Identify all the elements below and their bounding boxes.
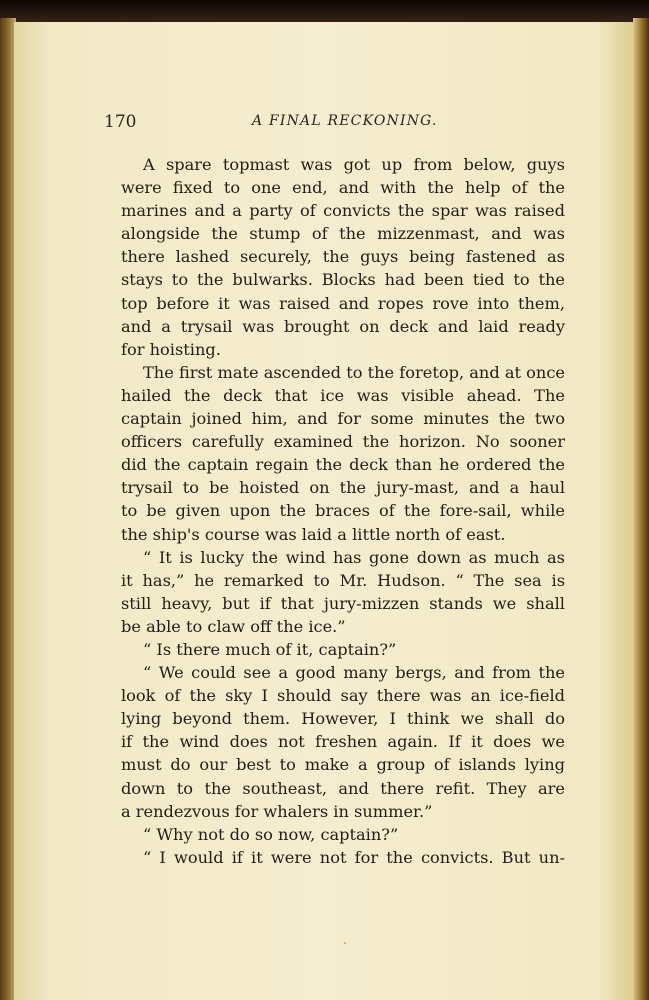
body-text [121, 153, 565, 869]
running-title: A FINAL RECKONING. [252, 113, 438, 129]
text-line: “ We could see a good many bergs, and from the [143, 663, 565, 683]
text-line: marines and a party of convicts the spar was raised [121, 201, 565, 221]
text-line: trysail to be hoisted on the jury-mast, and a haul [121, 478, 565, 498]
text-line: there lashed securely, the guys being fastened as [121, 247, 565, 267]
text-line: a rendezvous for whalers in summer.” [121, 801, 433, 821]
text-line: top before it was raised and ropes rove into them, [121, 293, 565, 313]
text-line: “ It is lucky the wind has gone down as much as [143, 547, 565, 567]
text-line: must do our best to make a group of islands lying [121, 755, 565, 775]
text-line: look of the sky I should say there was an ice-field [121, 686, 565, 706]
text-line: lying beyond them. However, I think we shall do [121, 709, 565, 729]
text-line: down to the southeast, and there refit. They are [121, 778, 565, 798]
text-line: for hoisting. [121, 339, 221, 359]
text-line: to be given upon the braces of the fore-sail, while [121, 501, 565, 521]
text-line: “ Is there much of it, captain?” [143, 639, 397, 659]
text-line: be able to claw off the ice.” [121, 616, 346, 636]
text-line: The first mate ascended to the foretop, and at once [143, 362, 565, 382]
book-fore-edge [633, 18, 649, 1000]
text-line: it has,” he remarked to Mr. Hudson. “ The sea is [121, 570, 565, 590]
text-line: stays to the bulwarks. Blocks had been tied to the [121, 270, 565, 290]
top-shadow [0, 0, 649, 24]
text-line: captain joined him, and for some minutes the two [121, 409, 565, 429]
text-line: officers carefully examined the horizon. No sooner [121, 432, 565, 452]
text-line: “ I would if it were not for the convicts. But un- [143, 847, 565, 867]
text-line: and a trysail was brought on deck and laid ready [121, 316, 565, 336]
text-line: still heavy, but if that jury-mizzen stands we shall [121, 593, 565, 613]
paper-speck [344, 942, 346, 944]
text-line: if the wind does not freshen again. If it does we [121, 732, 565, 752]
text-line: hailed the deck that ice was visible ahead. The [121, 385, 565, 405]
text-line: alongside the stump of the mizzenmast, and was [121, 224, 565, 244]
text-line: were fixed to one end, and with the help of the [121, 178, 565, 198]
text-line: the ship's course was laid a little north of east. [121, 524, 506, 544]
text-line: did the captain regain the deck than he ordered the [121, 455, 565, 475]
text-line: “ Why not do so now, captain?” [143, 824, 399, 844]
page-number: 170 [104, 112, 137, 132]
text-line: A spare topmast was got up from below, guys [143, 155, 565, 174]
